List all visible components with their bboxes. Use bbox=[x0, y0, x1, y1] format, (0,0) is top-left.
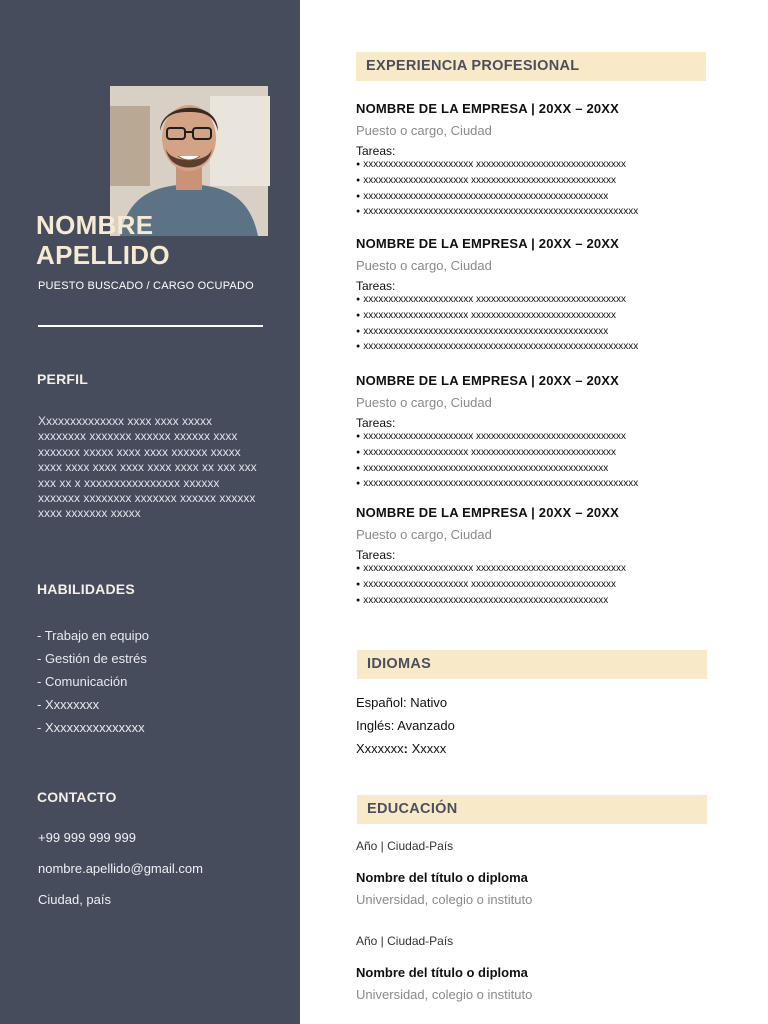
candidate-name bbox=[36, 210, 276, 270]
language-item bbox=[356, 714, 455, 737]
job-task: ● xxxxxxxxxxxxxxxxxxxxxxxxxxxxxxxxxxxxxxxxxxxxxxxxx bbox=[356, 462, 736, 478]
job-tasks-label: Tareas: bbox=[356, 279, 396, 293]
job-role: Puesto o cargo, Ciudad bbox=[356, 527, 492, 542]
education-degree: Nombre del título o diploma bbox=[356, 870, 528, 885]
skill-item: - Xxxxxxxx bbox=[37, 697, 100, 712]
job-role: Puesto o cargo, Ciudad bbox=[356, 123, 492, 138]
job-company: NOMBRE DE LA EMPRESA | 20XX – 20XX bbox=[356, 236, 620, 251]
job-task: ● xxxxxxxxxxxxxxxxxxxxxxxxxxxxxxxxxxxxxxxxxxxxxxxxxxxxxxx bbox=[356, 477, 736, 493]
education-entry bbox=[356, 839, 716, 908]
language-separator: : bbox=[402, 695, 407, 710]
language-name: Xxxxxxx bbox=[356, 741, 404, 756]
job-entry bbox=[356, 236, 736, 356]
profile-text: Xxxxxxxxxxxxxx xxxx xxxx xxxxx xxxxxxxx xxxxxxx xxxxxx xxxxxx xxxx xxxxxxx xxxxx xxxx xxxx xxxxxx xxxxx xxxx xxxx xxxx xxxx xxxx xxxx xx xxx xxx xxx xx x xxxxxxxxxxxxxxxx xxxxxx xxxxxxx xxxxxxxx xxxxxxx xxxxxx xxxxxx xxxx xxxxxxx xxxxx bbox=[38, 414, 257, 521]
language-item bbox=[356, 737, 455, 760]
education-school: Universidad, colegio o instituto bbox=[356, 987, 533, 1002]
contact-phone: +99 999 999 999 bbox=[38, 830, 136, 845]
education-degree: Nombre del título o diploma bbox=[356, 965, 528, 980]
job-entry bbox=[356, 373, 736, 493]
job-company: NOMBRE DE LA EMPRESA | 20XX – 20XX bbox=[356, 505, 620, 520]
education-entry bbox=[356, 934, 716, 1002]
skill-item: - Gestión de estrés bbox=[37, 651, 147, 666]
languages-list bbox=[356, 691, 455, 760]
education-date: Año | Ciudad-País bbox=[356, 839, 454, 853]
language-level: Xxxxx bbox=[408, 741, 447, 756]
language-item bbox=[356, 691, 455, 714]
last-name: APELLIDO bbox=[36, 240, 170, 270]
skills-heading: HABILIDADES bbox=[37, 581, 135, 597]
language-name: Español bbox=[356, 695, 403, 710]
contact-heading: CONTACTO bbox=[37, 789, 117, 805]
job-task: ● xxxxxxxxxxxxxxxxxxxxxx xxxxxxxxxxxxxxxxxxxxxxxxxxxxxx bbox=[356, 562, 736, 578]
languages-heading: IDIOMAS bbox=[357, 650, 707, 679]
job-task: ● xxxxxxxxxxxxxxxxxxxxxxxxxxxxxxxxxxxxxxxxxxxxxxxxxxxxxxx bbox=[356, 205, 736, 221]
job-company: NOMBRE DE LA EMPRESA | 20XX – 20XX bbox=[356, 373, 620, 388]
job-task: ● xxxxxxxxxxxxxxxxxxxxxxxxxxxxxxxxxxxxxxxxxxxxxxxxx bbox=[356, 325, 736, 341]
skill-item: - Trabajo en equipo bbox=[37, 628, 150, 643]
job-tasks-label: Tareas: bbox=[356, 416, 396, 430]
contact-email: nombre.apellido@gmail.com bbox=[38, 861, 203, 876]
education-date: Año | Ciudad-País bbox=[356, 934, 454, 948]
job-task: ● xxxxxxxxxxxxxxxxxxxxxxxxxxxxxxxxxxxxxxxxxxxxxxxxx bbox=[356, 190, 736, 206]
contact-info bbox=[38, 830, 203, 923]
sidebar bbox=[0, 0, 300, 1024]
experience-heading: EXPERIENCIA PROFESIONAL bbox=[356, 52, 706, 81]
job-task: ● xxxxxxxxxxxxxxxxxxxxxx xxxxxxxxxxxxxxxxxxxxxxxxxxxxxx bbox=[356, 293, 736, 309]
language-level: Avanzado bbox=[394, 718, 455, 733]
job-task: ● xxxxxxxxxxxxxxxxxxxxx xxxxxxxxxxxxxxxxxxxxxxxxxxxxx bbox=[356, 174, 736, 190]
job-task: ● xxxxxxxxxxxxxxxxxxxxx xxxxxxxxxxxxxxxxxxxxxxxxxxxxx bbox=[356, 446, 736, 462]
job-role: Puesto o cargo, Ciudad bbox=[356, 258, 492, 273]
education-heading: EDUCACIÓN bbox=[357, 795, 707, 824]
language-name: Inglés bbox=[356, 718, 391, 733]
contact-city: Ciudad, país bbox=[38, 892, 111, 907]
target-position: PUESTO BUSCADO / CARGO OCUPADO bbox=[38, 280, 254, 292]
skills-list bbox=[37, 624, 149, 739]
job-task: ● xxxxxxxxxxxxxxxxxxxxxxxxxxxxxxxxxxxxxxxxxxxxxxxxxxxxxxx bbox=[356, 340, 736, 356]
first-name: NOMBRE bbox=[36, 210, 154, 240]
job-entry bbox=[356, 505, 736, 609]
job-tasks-label: Tareas: bbox=[356, 548, 396, 562]
skill-item: - Comunicación bbox=[37, 674, 128, 689]
job-entry bbox=[356, 101, 736, 221]
job-company: NOMBRE DE LA EMPRESA | 20XX – 20XX bbox=[356, 101, 620, 116]
language-separator: : bbox=[403, 741, 409, 756]
job-task: ● xxxxxxxxxxxxxxxxxxxxx xxxxxxxxxxxxxxxxxxxxxxxxxxxxx bbox=[356, 309, 736, 325]
language-level: Nativo bbox=[406, 695, 448, 710]
job-role: Puesto o cargo, Ciudad bbox=[356, 395, 492, 410]
language-separator: : bbox=[390, 718, 395, 733]
skill-item: - Xxxxxxxxxxxxxxx bbox=[37, 720, 145, 735]
profile-heading: PERFIL bbox=[37, 371, 88, 387]
job-tasks-label: Tareas: bbox=[356, 144, 396, 158]
job-task: ● xxxxxxxxxxxxxxxxxxxxx xxxxxxxxxxxxxxxxxxxxxxxxxxxxx bbox=[356, 578, 736, 594]
job-task: ● xxxxxxxxxxxxxxxxxxxxxx xxxxxxxxxxxxxxxxxxxxxxxxxxxxxx bbox=[356, 158, 736, 174]
job-task: ● xxxxxxxxxxxxxxxxxxxxxxxxxxxxxxxxxxxxxxxxxxxxxxxxx bbox=[356, 594, 736, 610]
education-school: Universidad, colegio o instituto bbox=[356, 892, 533, 907]
sidebar-divider bbox=[38, 325, 263, 327]
job-task: ● xxxxxxxxxxxxxxxxxxxxxx xxxxxxxxxxxxxxxxxxxxxxxxxxxxxx bbox=[356, 430, 736, 446]
